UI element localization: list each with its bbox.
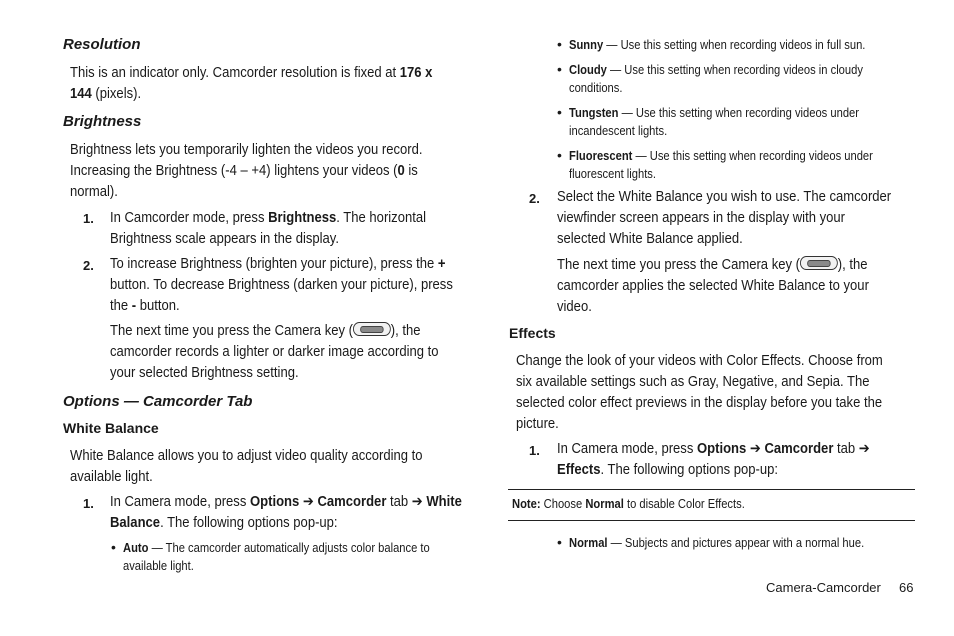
brightness-step2: To increase Brightness (brighten your picture), press the + button. To decrease Brightness (darken your picture), press the - button. <box>110 256 453 314</box>
effects-step1: In Camera mode, press Options ➔ Camcorder tab ➔ Effects. The following options pop-up: <box>557 441 870 478</box>
footer-page-number: 66 <box>899 580 914 595</box>
white-balance-heading: White Balance <box>63 420 159 436</box>
effects-paragraph: Change the look of your videos with Color Effects. Choose from six available settings such as Gray, Negative, and Sepia. The selected color effect previews in the display before you take the picture. <box>516 353 883 432</box>
bullet-icon: • <box>111 539 116 555</box>
note-bottom-divider <box>508 520 915 521</box>
bullet-cloudy: Cloudy — Use this setting when recording videos in cloudy conditions. <box>569 62 863 95</box>
bullet-normal: Normal — Subjects and pictures appear with a normal hue. <box>569 535 865 550</box>
camera-key-icon <box>353 322 391 336</box>
effects-note: Note: Choose Normal to disable Color Effects. <box>512 496 745 511</box>
brightness-step1: In Camcorder mode, press Brightness. The horizontal Brightness scale appears in the display. <box>110 210 427 247</box>
options-heading: Options — Camcorder Tab <box>63 393 253 410</box>
bullet-fluorescent: Fluorescent — Use this setting when recording videos under fluorescent lights. <box>569 148 873 181</box>
effects-heading: Effects <box>509 325 556 341</box>
bullet-icon: • <box>557 104 562 120</box>
white-balance-step2-number: 2. <box>529 191 540 206</box>
brightness-heading: Brightness <box>63 113 142 130</box>
white-balance-step1: In Camera mode, press Options ➔ Camcorder tab ➔ White Balance. The following options pop-up: <box>110 494 462 531</box>
white-balance-step1-number: 1. <box>83 496 94 511</box>
white-balance-paragraph: White Balance allows you to adjust video quality according to available light. <box>70 448 423 485</box>
brightness-paragraph: Brightness lets you temporarily lighten the videos you record. Increasing the Brightness (-4 – +4) lightens your videos (0 is normal). <box>70 142 423 200</box>
bullet-icon: • <box>557 147 562 163</box>
bullet-auto: Auto — The camcorder automatically adjusts color balance to available light. <box>123 540 430 573</box>
effects-step1-number: 1. <box>529 443 540 458</box>
resolution-text: This is an indicator only. Camcorder resolution is fixed at 176 x 144 (pixels). <box>70 65 433 102</box>
brightness-step1-number: 1. <box>83 211 94 226</box>
bullet-tungsten: Tungsten — Use this setting when recording videos under incandescent lights. <box>569 105 859 138</box>
bullet-sunny: Sunny — Use this setting when recording videos in full sun. <box>569 37 866 52</box>
bullet-icon: • <box>557 61 562 77</box>
footer-section-title: Camera-Camcorder <box>766 580 881 595</box>
brightness-camera-key-note: The next time you press the Camera key ( ), the camcorder records a lighter or darker image according to your selected Brightness setting. <box>110 323 439 381</box>
bullet-icon: • <box>557 36 562 52</box>
resolution-heading: Resolution <box>63 36 141 53</box>
brightness-step2-number: 2. <box>83 258 94 273</box>
camera-key-icon <box>800 256 838 270</box>
bullet-icon: • <box>557 534 562 550</box>
white-balance-camera-key-note: The next time you press the Camera key ( ), the camcorder applies the selected White Balance to your video. <box>557 257 869 315</box>
note-top-divider <box>508 489 915 490</box>
white-balance-step2: Select the White Balance you wish to use. The camcorder viewfinder screen appears in the display with your selected White Balance applied. <box>557 189 892 247</box>
